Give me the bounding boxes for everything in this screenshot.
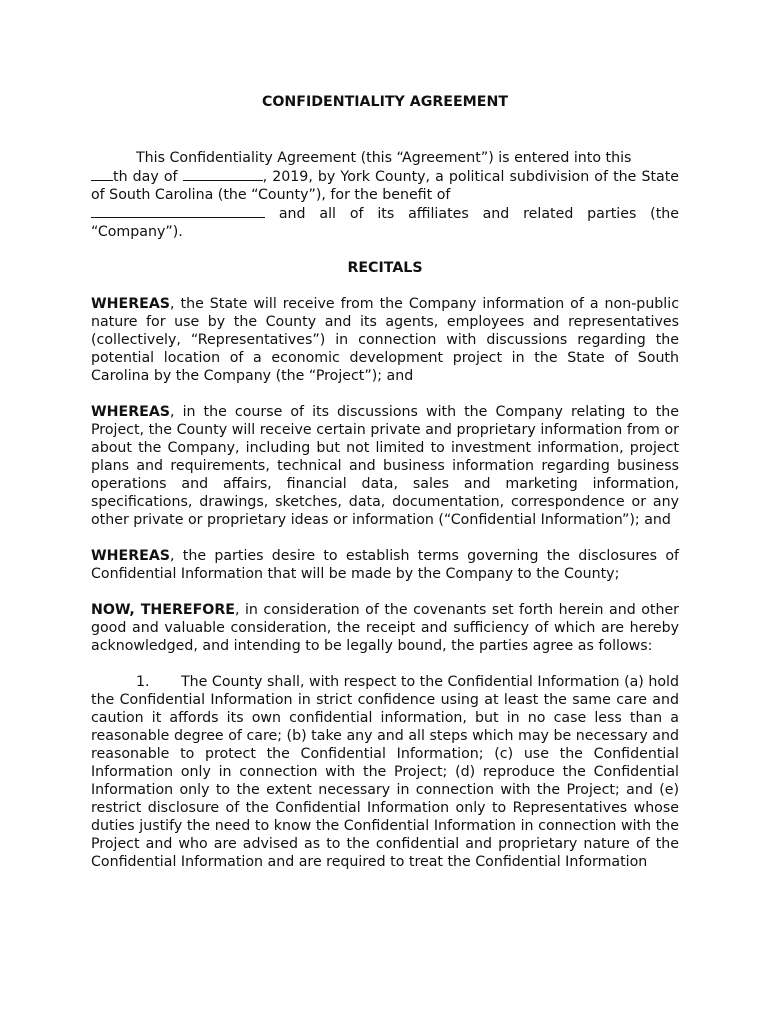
whereas-text: , the State will receive from the Company information of a non-public nature for use by the County and its agents, employees and representatives (collectively, “Representatives”) in connection with discussions regarding the potential location of a economic development project in the State of South Carolina by the Company (the “Project”); and xyxy=(91,296,679,384)
whereas-text: , the parties desire to establish terms governing the disclosures of Confidential Information that will be made by the Company to the County; xyxy=(91,548,679,582)
whereas-paragraph-1 xyxy=(91,295,679,385)
intro-text-2: th day of xyxy=(113,169,183,185)
company-name-blank xyxy=(91,204,265,218)
intro-paragraph xyxy=(91,149,679,241)
whereas-lead: WHEREAS xyxy=(91,548,171,564)
clause-text: The County shall, with respect to the Confidential Information (a) hold the Confidential Information in strict confidence using at least the same care and caution it affords its own confidential information, but in no case less than a reasonable degree of care; (b) take any and all steps which may be necessary and reasonable to protect the Confidential Information; (c) use the Confidential Information only in connection with the Project; (d) reproduce the Confidential Information only to the extent necessary in connection with the Project; and (e) restrict disclosure of the Confidential Information only to Representatives whose duties justify the need to know the Confidential Information in connection with the Project and who are advised as to the confidential and proprietary nature of the Confidential Information and are required to treat the Confidential Information xyxy=(91,674,679,870)
day-blank xyxy=(91,167,113,181)
whereas-paragraph-2 xyxy=(91,403,679,529)
whereas-lead: WHEREAS xyxy=(91,404,171,420)
whereas-paragraph-3 xyxy=(91,547,679,583)
now-therefore-text: , in consideration of the covenants set forth herein and other good and valuable consideration, the receipt and sufficiency of which are hereby acknowledged, and intending to be legally bound, the parties agree as follows: xyxy=(91,602,680,654)
recitals-heading: RECITALS xyxy=(347,260,423,276)
now-therefore-lead: NOW, THEREFORE xyxy=(91,602,235,618)
whereas-text: , in the course of its discussions with the Company relating to the Project, the County will receive certain private and proprietary information from or about the Company, including but not limited to investment information, project plans and requirements, technical and business information regarding business operations and affairs, financial data, sales and marketing information, specifications, drawings, sketches, data, documentation, correspondence or any other private or proprietary ideas or information (“Confidential Information”); and xyxy=(91,404,679,528)
now-therefore-paragraph xyxy=(91,601,679,655)
document-body xyxy=(91,92,679,871)
clause-number: 1. xyxy=(136,674,150,690)
intro-text-3: , 2019, by York County, a political subdivision of the State of South Carolina (the “County”), for the benefit of xyxy=(91,169,679,203)
clause-1-paragraph xyxy=(91,673,679,871)
intro-text-1: This Confidentiality Agreement (this “Agreement”) is entered into this xyxy=(136,150,632,166)
intro-text-4: and all of its affiliates and related parties (the “Company”). xyxy=(91,206,679,240)
whereas-lead: WHEREAS xyxy=(91,296,171,312)
month-blank xyxy=(183,167,263,181)
document-title: CONFIDENTIALITY AGREEMENT xyxy=(261,94,509,110)
